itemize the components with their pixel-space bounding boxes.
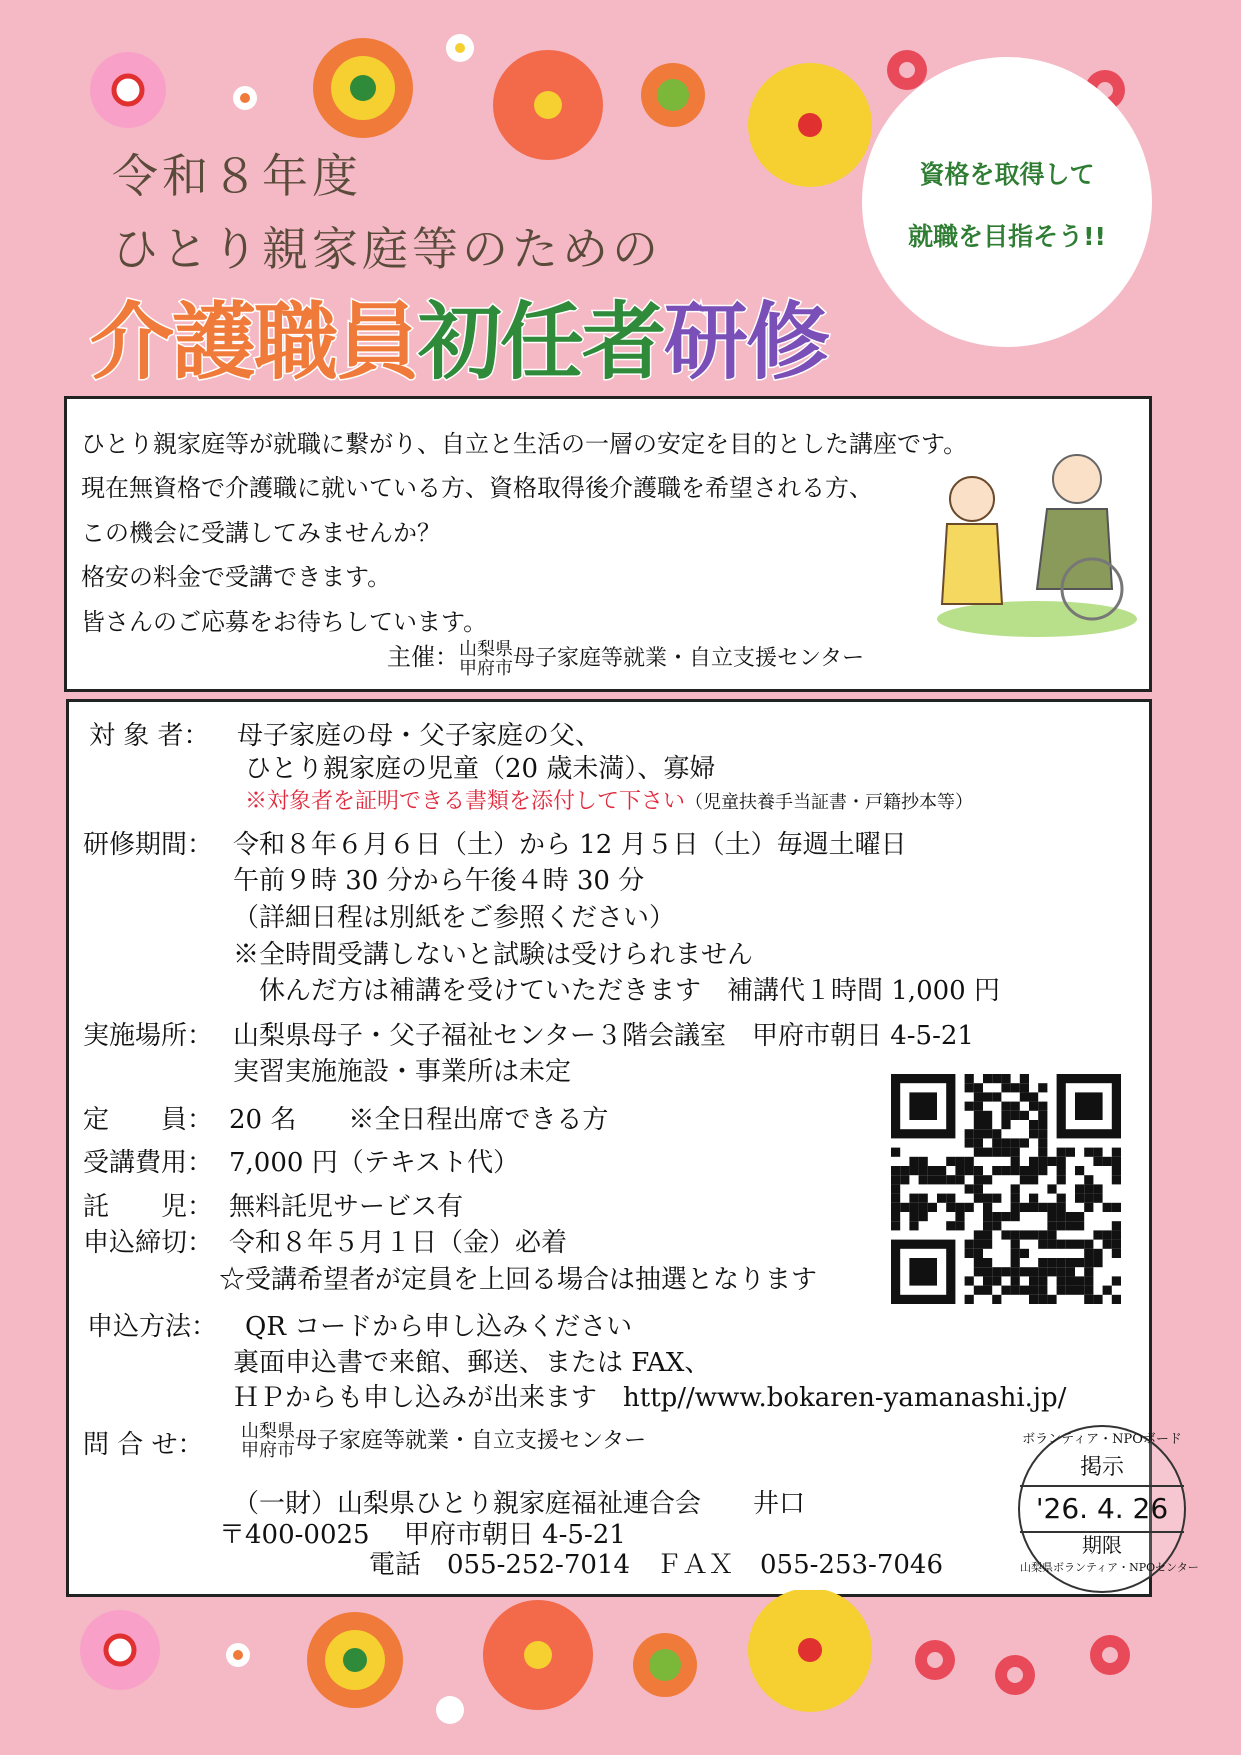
contact-address: 〒400-0025 甲府市朝日 4-5-21: [219, 1520, 626, 1550]
target-note-red: ※対象者を証明できる書類を添付して下さい: [245, 789, 686, 814]
contact-label: 問 合 せ：: [83, 1430, 204, 1460]
flower-icon: [1090, 1635, 1130, 1675]
flower-icon: [80, 1610, 160, 1690]
organizer: [387, 637, 864, 678]
intro-box: [64, 396, 1152, 692]
flower-icon: [915, 1640, 955, 1680]
deadline-label: 申込締切：: [83, 1228, 214, 1258]
flower-icon: [446, 34, 474, 62]
contact-center: [241, 1422, 646, 1460]
method-line: 裏面申込書で来館、郵送、または FAX、: [233, 1348, 711, 1378]
childcare-label: 託 児：: [83, 1192, 214, 1222]
callout-line: 就職を目指そう!!: [908, 222, 1106, 251]
flower-icon: [995, 1655, 1035, 1695]
childcare-value: 無料託児サービス有: [229, 1192, 464, 1222]
period-line: ※全時間受講しないと試験は受けられません: [233, 940, 754, 970]
capacity-label: 定 員：: [83, 1105, 214, 1135]
flower-icon: [748, 1590, 872, 1712]
period-label: 研修期間：: [83, 830, 214, 860]
title-part-care-worker: 介護職員: [90, 293, 419, 391]
flower-icon: [748, 63, 872, 187]
flower-icon: [226, 1643, 250, 1667]
organizer-label: 主催：: [387, 643, 459, 671]
callout-line: 資格を取得して: [919, 160, 1095, 189]
fee-value: 7,000 円（テキスト代）: [229, 1148, 520, 1178]
main-title: [90, 275, 828, 396]
target-line: ひとり親家庭の児童（20 歳未満）、寡婦: [245, 754, 716, 784]
stamp-bottom-arc: 山梨県ボランティア・NPOセンター: [1020, 1561, 1199, 1574]
flower-icon: [436, 1696, 464, 1724]
contact-phone: 電話 055-252-7014 ＦＡＸ 055-253-7046: [369, 1550, 943, 1580]
fee-label: 受講費用：: [83, 1148, 214, 1178]
organizer-pref: 山梨県: [459, 638, 513, 660]
flower-icon: [483, 1600, 593, 1710]
flower-icon: [313, 38, 413, 138]
intro-line: ひとり親家庭等が就職に繋がり、自立と生活の一層の安定を目的とした講座です。: [81, 430, 968, 458]
period-line: （詳細日程は別紙をご参照ください）: [233, 903, 676, 933]
place-line: 山梨県母子・父子福祉センター３階会議室 甲府市朝日 4-5-21: [233, 1021, 974, 1051]
contact-city: 甲府市: [241, 1440, 295, 1461]
stamp-date: '26. 4. 26: [1020, 1485, 1184, 1533]
year-heading: 令和８年度: [112, 149, 362, 203]
contact-pref: 山梨県: [241, 1421, 295, 1442]
intro-line: 格安の料金で受講できます。: [81, 563, 392, 591]
flower-icon: [233, 86, 257, 110]
method-website-line: ＨＰからも申し込みが出来ます http//www.bokaren-yamanashi.jp/: [233, 1383, 1067, 1413]
method-line: QR コードから申し込みください: [245, 1312, 633, 1342]
stamp-bottom: 期限: [1082, 1533, 1122, 1557]
target-note: [245, 784, 973, 815]
flower-icon: [633, 1633, 697, 1697]
period-line: 令和８年６月６日（土）から 12 月５日（土）毎週土曜日: [233, 830, 907, 860]
deadline-note: ☆受講希望者が定員を上回る場合は抽選となります: [219, 1265, 818, 1295]
flower-icon: [493, 50, 603, 160]
method-line: [233, 1377, 1066, 1414]
title-part-training: 研修: [664, 293, 829, 391]
target-line: 母子家庭の母・父子家庭の父、: [237, 721, 602, 751]
place-line: 実習実施施設・事業所は未定: [233, 1057, 572, 1087]
title-part-beginner: 初任者: [418, 293, 665, 391]
capacity-value: 20 名 ※全日程出席できる方: [229, 1105, 609, 1135]
intro-line: 現在無資格で介護職に就いている方、資格取得後介護職を希望される方、: [81, 474, 873, 502]
caregiver-illustration: [927, 429, 1137, 639]
stamp-top-arc: ボランティア・NPOボード: [1022, 1432, 1182, 1447]
intro-line: この機会に受講してみませんか？: [81, 519, 441, 547]
deadline-value: 令和８年５月１日（金）必着: [229, 1228, 568, 1258]
callout-bubble: [862, 57, 1152, 347]
target-note-small: （児童扶養手当証書・戸籍抄本等）: [685, 792, 974, 813]
period-line: 午前９時 30 分から午後４時 30 分: [233, 866, 645, 896]
period-line: 休んだ方は補講を受けていただきます 補講代１時間 1,000 円: [259, 976, 1000, 1006]
flower-icon: [90, 52, 166, 128]
stamp-label: 掲示: [1079, 1455, 1124, 1480]
place-label: 実施場所：: [83, 1021, 214, 1051]
application-qr-code[interactable]: [891, 1073, 1121, 1305]
flower-icon: [641, 63, 705, 127]
subtitle-heading: ひとり親家庭等のための: [112, 222, 662, 276]
flower-decoration-bottom: [0, 1590, 1241, 1755]
bulletin-stamp: [1018, 1425, 1199, 1593]
flower-icon: [307, 1612, 403, 1708]
organizer-name: 母子家庭等就業・自立支援センター: [513, 646, 865, 671]
contact-name: 母子家庭等就業・自立支援センター: [295, 1428, 647, 1454]
method-label: 申込方法：: [87, 1312, 218, 1342]
target-label: 対 象 者：: [89, 721, 210, 751]
contact-org: （一財）山梨県ひとり親家庭福祉連合会 井口: [233, 1489, 806, 1519]
organizer-city: 甲府市: [459, 657, 513, 679]
intro-line: 皆さんのご応募をお待ちしています。: [81, 608, 488, 636]
